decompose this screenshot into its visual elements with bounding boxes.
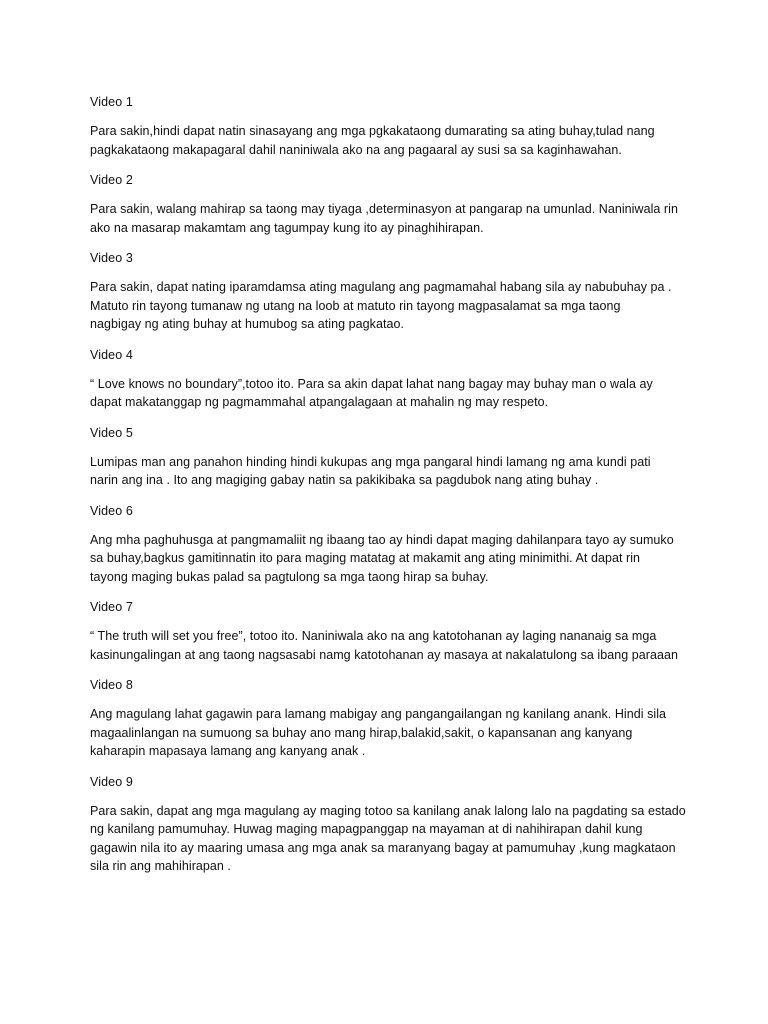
section-video-4 [90, 345, 690, 412]
section-paragraph [90, 375, 690, 412]
paragraph-line: tayong maging bukas palad sa pagtulong sa mga taong hirap sa buhay. [90, 569, 489, 584]
section-title: Video 6 [90, 503, 133, 518]
paragraph-line: Ang magulang lahat gagawin para lamang mabigay ang pangangailangan ng kanilang anank. Hindi sila [90, 707, 667, 721]
paragraph-line: dapat makatanggap ng pagmammahal atpangalagaan at mahalin ng may respeto. [90, 395, 549, 409]
paragraph-line: “ Love knows no boundary”,totoo ito. Para sa akin dapat lahat nang bagay may buhay man o wala ay [90, 376, 653, 391]
section-title: Video 5 [90, 425, 133, 440]
paragraph-line: kasinungalingan at ang taong nagsasabi namg katotohanan ay masaya at nakalatulong sa ibang paraaan [90, 647, 678, 662]
section-paragraph [90, 200, 690, 237]
paragraph-line: Para sakin, walang mahirap sa taong may tiyaga ,determinasyon at pangarap na umunlad. Naniniwala rin [90, 202, 678, 216]
paragraph-line: sila rin ang mahihirapan . [90, 859, 231, 873]
section-title: Video 4 [90, 347, 133, 362]
section-title: Video 2 [90, 173, 133, 187]
document-page [90, 92, 690, 887]
section-video-3 [90, 248, 690, 334]
paragraph-line: Para sakin, dapat nating iparamdamsa ating magulang ang pagmamahal habang sila ay nabubuhay pa . [90, 280, 672, 294]
section-video-9 [90, 772, 690, 876]
section-paragraph [90, 531, 690, 587]
section-video-8 [90, 675, 690, 761]
section-video-2 [90, 170, 690, 237]
section-title: Video 3 [90, 251, 133, 265]
paragraph-line: Ang mha paghuhusga at pangmamaliit ng ibaang tao ay hindi dapat maging dahilanpara tayo ay sumuko [90, 532, 674, 547]
section-video-7 [90, 597, 690, 664]
paragraph-line: Para sakin, dapat ang mga magulang ay maging totoo sa kanilang anak lalong lalo na pagdating sa estado [90, 803, 686, 818]
section-video-1 [90, 92, 690, 159]
paragraph-line: narin ang ina . Ito ang magiging gabay natin sa pakikibaka sa pagdubok nang ating buhay . [90, 473, 599, 487]
paragraph-line: “ The truth will set you free”, totoo ito. Naniniwala ako na ang katotohanan ay laging nananaig sa mga [90, 629, 657, 643]
section-paragraph [90, 705, 690, 761]
paragraph-line: ako na masarap makamtam ang tagumpay kung ito ay pinaghihirapan. [90, 220, 484, 235]
section-paragraph [90, 802, 690, 876]
paragraph-line: Matuto rin tayong tumanaw ng utang na loob at matuto rin tayong magpasalamat sa mga taong [90, 298, 621, 313]
paragraph-line: magaalinlangan na sumuong sa buhay ano mang hirap,balakid,sakit, o kapansanan ang kanyang [90, 725, 633, 740]
paragraph-line: ng kanilang pamumuhay. Huwag maging mapagpanggap na mayaman at di nahihirapan dahil kung [90, 822, 643, 836]
section-paragraph [90, 627, 690, 664]
section-paragraph [90, 122, 690, 159]
paragraph-line: kaharapin mapasaya lamang ang kanyang anak . [90, 744, 366, 758]
paragraph-line: gagawin nila ito ay maaring umasa ang mga anak sa maranyang bagay at pamumuhay ,kung magkataon [90, 840, 676, 855]
section-title: Video 8 [90, 678, 133, 692]
paragraph-line: sa buhay,bagkus gamitinnatin ito para maging matatag at makamit ang ating minimithi. At dapat rin [90, 551, 641, 565]
section-paragraph [90, 278, 690, 334]
paragraph-line: Lumipas man ang panahon hinding hindi kukupas ang mga pangaral hindi lamang ng ama kundi pati [90, 454, 651, 469]
section-title: Video 1 [90, 95, 133, 109]
paragraph-line: Para sakin,hindi dapat natin sinasayang ang mga pgkakataong dumarating sa ating buhay,tulad nang [90, 124, 655, 138]
paragraph-line: pagkakataong makapagaral dahil naniniwala ako na ang pagaaral ay susi sa sa kaginhawahan. [90, 142, 622, 157]
section-title: Video 9 [90, 774, 133, 789]
section-video-6 [90, 501, 690, 587]
section-video-5 [90, 423, 690, 490]
section-title: Video 7 [90, 600, 133, 614]
paragraph-line: nagbigay ng ating buhay at humubog sa ating pagkatao. [90, 317, 405, 331]
section-paragraph [90, 453, 690, 490]
